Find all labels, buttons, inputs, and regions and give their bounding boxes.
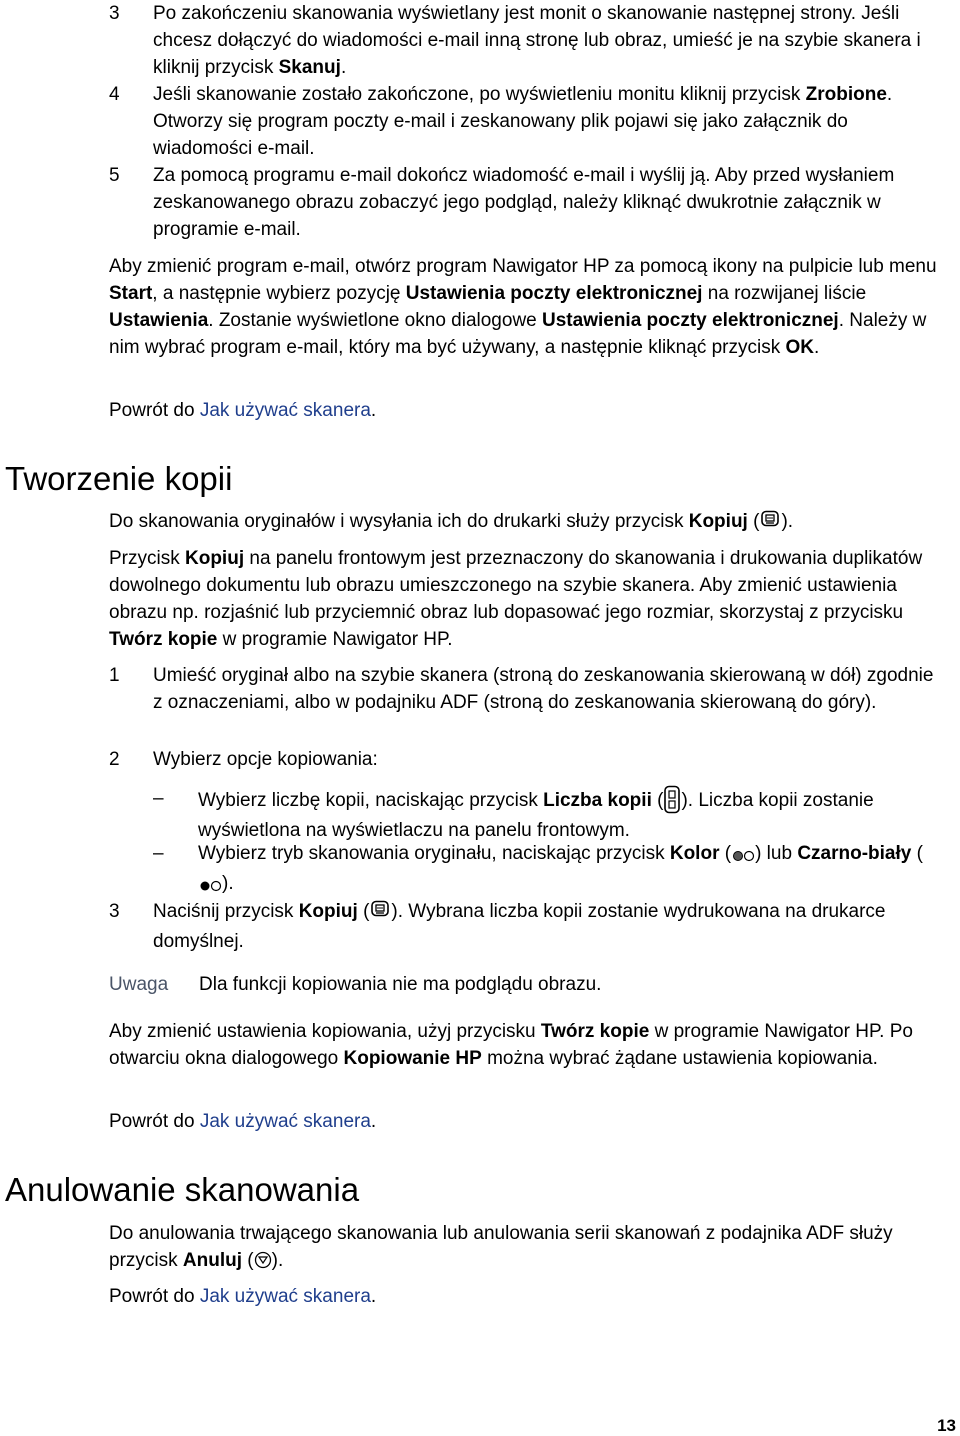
substep-text: Wybierz liczbę kopii, naciskając przycisk Liczba kopii ( ). Liczba kopii zostanie wyświetlona na wyświetlaczu na panelu frontowym. <box>198 785 938 844</box>
step-number: 4 <box>109 84 120 105</box>
copy-settings-paragraph: Aby zmienić ustawienia kopiowania, użyj przycisku Twórz kopie w programie Nawigator HP. Po otwarciu okna dialogowego Kopiowanie HP można wybrać żądane ustawienia kopiowania. <box>109 1021 913 1069</box>
step-text: Naciśnij przycisk Kopiuj ( ). Wybrana liczba kopii zostanie wydrukowana na drukarce domyślnej. <box>153 901 886 952</box>
copy-intro: Do skanowania oryginałów i wysyłania ich do drukarki służy przycisk Kopiuj ( ). <box>109 508 939 538</box>
copy-count-icon <box>663 785 681 817</box>
email-program-paragraph: Aby zmienić program e-mail, otwórz program Nawigator HP za pomocą ikony na pulpicie lub menu Start, a następnie wybierz pozycję Ustawienia poczty elektronicznej na rozwijanej liście Ustawienia. Zostanie wyświetlone okno dialogowe Ustawienia poczty elektronicznej. Należy w nim wybrać program e-mail, który ma być używany, a następnie kliknąć przycisk OK. <box>109 256 937 358</box>
back-link-2: Powrót do Jak używać skanera. <box>109 1111 377 1132</box>
step-number: 2 <box>109 749 120 770</box>
black-white-mode-icon <box>198 873 222 900</box>
section-title-copy: Tworzenie kopii <box>5 460 233 497</box>
dash-bullet: – <box>153 788 164 809</box>
cancel-icon <box>254 1250 272 1277</box>
step-number: 5 <box>109 165 120 186</box>
cancel-paragraph: Do anulowania trwającego skanowania lub anulowania serii skanowań z podajnika ADF służy przycisk Anuluj ( ). <box>109 1220 939 1277</box>
section-title-cancel: Anulowanie skanowania <box>5 1171 360 1208</box>
step-text: Umieść oryginał albo na szybie skanera (stroną do zeskanowania skierowaną w dół) zgodnie z oznaczeniami, albo w podajniku ADF (stroną do zeskanowania skierowaną do góry). <box>153 665 934 713</box>
copy-icon <box>759 510 781 538</box>
note-block <box>109 971 939 998</box>
zrobione-label: Zrobione <box>805 84 887 105</box>
step-number: 1 <box>109 665 120 686</box>
step-text: Wybierz opcje kopiowania: <box>153 749 378 770</box>
how-to-use-scanner-link[interactable]: Jak używać skanera <box>199 1111 371 1132</box>
page-number: 13 <box>937 1416 956 1435</box>
substep-text: Wybierz tryb skanowania oryginału, naciskając przycisk Kolor ( ) lub Czarno-biały (). <box>198 840 938 900</box>
note-label: Uwaga <box>109 974 169 995</box>
back-link-1: Powrót do Jak używać skanera. <box>109 400 377 421</box>
back-link-3: Powrót do Jak używać skanera. <box>109 1286 377 1307</box>
step-number: 3 <box>109 901 120 922</box>
how-to-use-scanner-link[interactable]: Jak używać skanera <box>199 1286 371 1307</box>
step-text: Po zakończeniu skanowania wyświetlany jest monit o skanowanie następnej strony. Jeśli chcesz dołączyć do wiadomości e-mail inną stronę lub obraz, umieść je na szybie skanera i kliknij przycisk Skanuj. <box>153 3 921 78</box>
step-text: Za pomocą programu e-mail dokończ wiadomość e-mail i wyślij ją. Aby przed wysłaniem zeskanowanego obrazu zobaczyć jego podgląd, należy kliknąć dwukrotnie załącznik w programie e-mail. <box>153 165 895 240</box>
how-to-use-scanner-link[interactable]: Jak używać skanera <box>199 400 371 421</box>
copy-icon <box>369 900 391 928</box>
copy-paragraph: Przycisk Kopiuj na panelu frontowym jest przeznaczony do skanowania i drukowania duplikatów dowolnego dokumentu lub obrazu umieszczonego na szybie skanera. Aby zmienić ustawienia obrazu np. rozjaśnić lub przyciemnić obraz lub dopasować jego rozmiar, skorzystaj z przycisku Twórz kopie w programie Nawigator HP. <box>109 548 923 650</box>
step-text: Jeśli skanowanie zostało zakończone, po wyświetleniu monitu kliknij przycisk Zrobione. Otworzy się program poczty e-mail i zeskanowany plik pojawi się jako załącznik do wiadomości e-mail. <box>153 84 893 159</box>
step-number: 3 <box>109 3 120 24</box>
note-text: Dla funkcji kopiowania nie ma podglądu obrazu. <box>199 974 602 995</box>
color-mode-icon <box>731 843 755 870</box>
dash-bullet: – <box>153 843 164 864</box>
skanuj-label: Skanuj <box>278 57 341 78</box>
